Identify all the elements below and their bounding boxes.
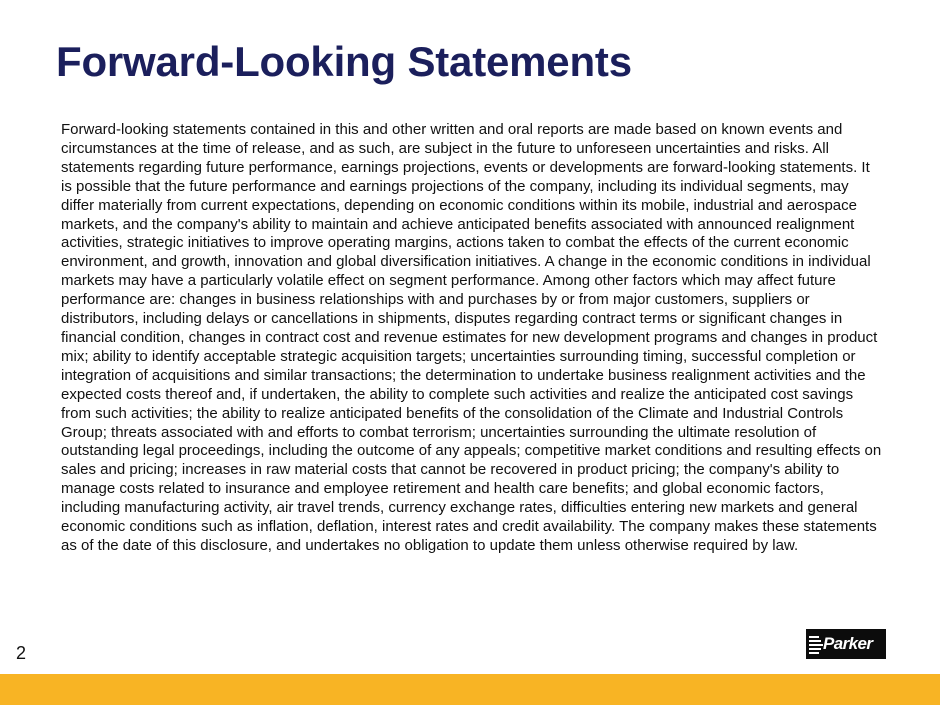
logo-text: Parker (823, 634, 873, 653)
page-number: 2 (16, 643, 27, 663)
footer-bar (0, 674, 940, 705)
disclaimer-body-text: Forward-looking statements contained in this and other written and oral reports are made based on known events and circumstances at the time of release, and as such, are subject in the future to unforeseen uncertainties and risks. All statements regarding future performance, earnings projections, events or developments are forward-looking statements. It is possible that the future performance and earnings projections of the company, including its individual segments, may differ materially from current expectations, depending on economic conditions within its mobile, industrial and aerospace markets, and the company's ability to maintain and achieve anticipated benefits associated with announced realignment activities, strategic initiatives to improve operating margins, actions taken to combat the effects of the current economic environment, and growth, innovation and global diversification initiatives. A change in the economic conditions in individual markets may have a particularly volatile effect on segment performance. Among other factors which may affect future performance are: changes in business relationships with and purchases by or from major customers, suppliers or distributors, including delays or cancellations in shipments, disputes regarding contract terms or significant changes in financial condition, changes in contract cost and revenue estimates for new development programs and changes in product mix; ability to identify acceptable strategic acquisition targets; uncertainties surrounding timing, successful completion or integration of acquisitions and similar transactions; the determination to undertake business realignment activities and the expected costs thereof and, if undertaken, the ability to complete such activities and realize the anticipated cost savings from such activities; the ability to realize anticipated benefits of the consolidation of the Climate and Industrial Controls Group; threats associated with and efforts to combat terrorism; uncertainties surrounding the ultimate resolution of outstanding legal proceedings, including the outcome of any appeals; competitive market conditions and resulting effects on sales and pricing; increases in raw material costs that cannot be recovered in product pricing; the company's ability to manage costs related to insurance and employee retirement and health care benefits; and global economic factors, including manufacturing activity, air travel trends, currency exchange rates, difficulties entering new markets and general economic conditions such as inflation, deflation, interest rates and credit availability. The company makes these statements as of the date of this disclosure, and undertakes no obligation to update them unless otherwise required by law. (61, 121, 882, 554)
logo-stripes-icon (809, 634, 823, 654)
page-title: Forward-Looking Statements (56, 38, 632, 85)
parker-logo (806, 629, 886, 659)
